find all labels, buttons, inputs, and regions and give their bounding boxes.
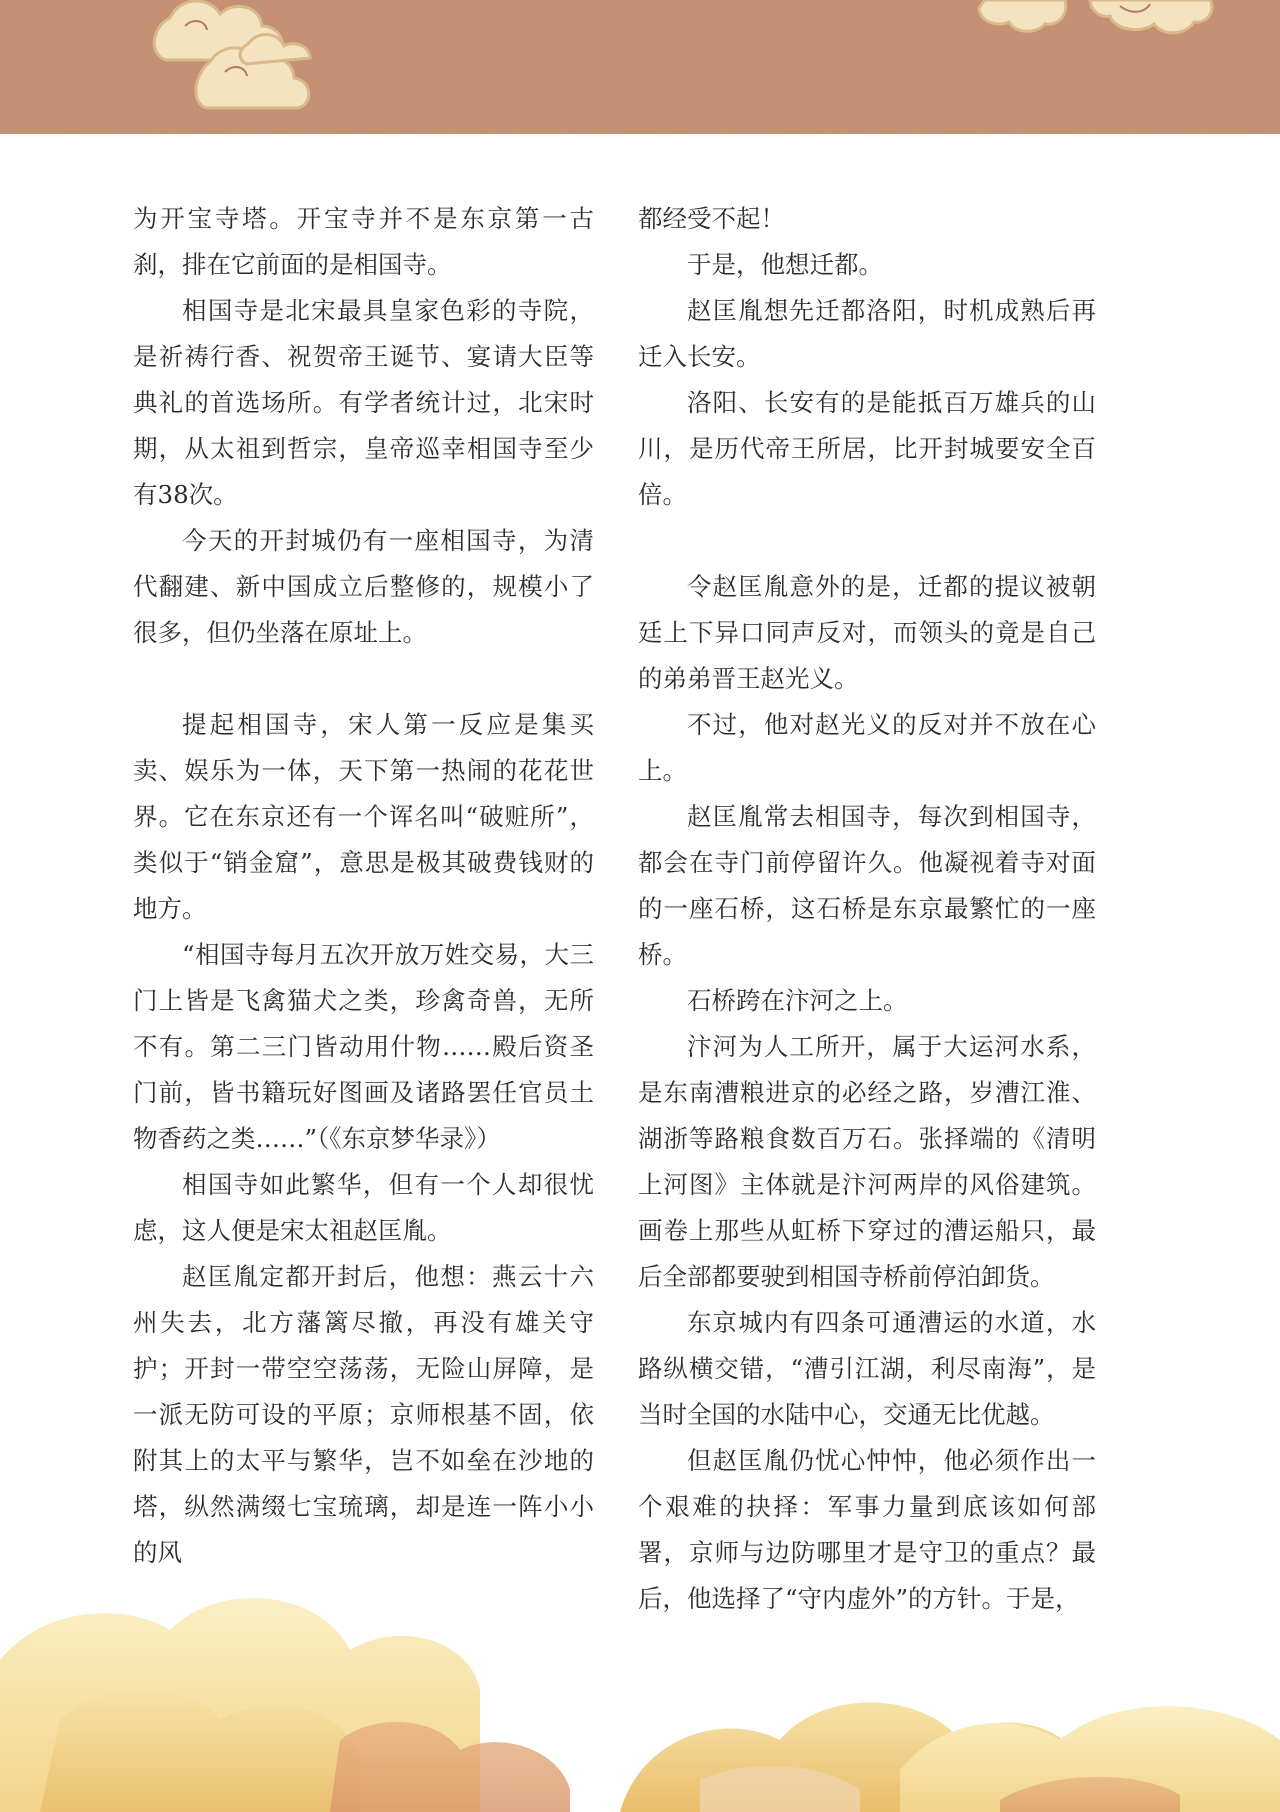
paragraph: 洛阳、长安有的是能抵百万雄兵的山川，是历代帝王所居，比开封城要安全百倍。 bbox=[638, 388, 1096, 509]
paragraph: 于是，他想迁都。 bbox=[687, 250, 883, 279]
paragraph: 赵匡胤常去相国寺，每次到相国寺，都会在寺门前停留许久。他凝视着寺对面的一座石桥，这石桥是东京最繁忙的一座桥。 bbox=[638, 802, 1096, 969]
text-column-left bbox=[133, 196, 594, 1576]
paragraph: 但赵匡胤仍忧心忡忡，他必须作出一个艰难的抉择：军事力量到底该如何部署，京师与边防哪里才是守卫的重点？最后，他选择了“守内虚外”的方针。于是， bbox=[638, 1446, 1096, 1613]
golden-cloud-pattern-icon bbox=[0, 1540, 1280, 1812]
cloud-pattern-icon bbox=[0, 0, 1280, 134]
paragraph: 赵匡胤定都开封后，他想：燕云十六州失去，北方藩篱尽撤，再没有雄关守护；开封一带空空荡荡，无险山屏障，是一派无防可设的平原；京师根基不固，依附其上的太平与繁华，岂不如垒在沙地的塔，纵然满缀七宝琉璃，却是连一阵小小的风 bbox=[133, 1262, 594, 1567]
article-body bbox=[133, 196, 1149, 1613]
paragraph: 令赵匡胤意外的是，迁都的提议被朝廷上下异口同声反对，而领头的竟是自己的弟弟晋王赵光义。 bbox=[638, 572, 1096, 693]
paragraph: 赵匡胤想先迁都洛阳，时机成熟后再迁入长安。 bbox=[638, 296, 1096, 371]
paragraph: 东京城内有四条可通漕运的水道，水路纵横交错，“漕引江湖，利尽南海”，是当时全国的水陆中心，交通无比优越。 bbox=[638, 1308, 1096, 1429]
paragraph: 汴河为人工所开，属于大运河水系，是东南漕粮进京的必经之路，岁漕江淮、湖浙等路粮食数百万石。张择端的《清明上河图》主体就是汴河两岸的风俗建筑。画卷上那些从虹桥下穿过的漕运船只，最后全部都要驶到相国寺桥前停泊卸货。 bbox=[638, 1032, 1096, 1291]
paragraph: 相国寺是北宋最具皇家色彩的寺院，是祈祷行香、祝贺帝王诞节、宴请大臣等典礼的首选场所。有学者统计过，北宋时期，从太祖到哲宗，皇帝巡幸相国寺至少有38次。 bbox=[133, 296, 594, 509]
paragraph: 都经受不起！ bbox=[638, 204, 785, 233]
paragraph: 提起相国寺，宋人第一反应是集买卖、娱乐为一体，天下第一热闹的花花世界。它在东京还有一个诨名叫“破赃所”，类似于“销金窟”，意思是极其破费钱财的地方。 bbox=[133, 710, 594, 923]
paragraph: 今天的开封城仍有一座相国寺，为清代翻建、新中国成立后整修的，规模小了很多，但仍坐落在原址上。 bbox=[133, 526, 594, 647]
paragraph: 相国寺如此繁华，但有一个人却很忧虑，这人便是宋太祖赵匡胤。 bbox=[133, 1170, 594, 1245]
paragraph: “相国寺每月五次开放万姓交易，大三门上皆是飞禽猫犬之类，珍禽奇兽，无所不有。第二三门皆动用什物……殿后资圣门前，皆书籍玩好图画及诸路罢任官员土物香药之类……”（《东京梦华录》） bbox=[133, 940, 594, 1153]
text-column-right bbox=[638, 196, 1096, 1622]
header-band bbox=[0, 0, 1280, 134]
paragraph: 不过，他对赵光义的反对并不放在心上。 bbox=[638, 710, 1096, 785]
paragraph: 石桥跨在汴河之上。 bbox=[687, 986, 908, 1015]
footer-decoration bbox=[0, 1540, 1280, 1812]
paragraph: 为开宝寺塔。开宝寺并不是东京第一古刹，排在它前面的是相国寺。 bbox=[133, 204, 594, 279]
